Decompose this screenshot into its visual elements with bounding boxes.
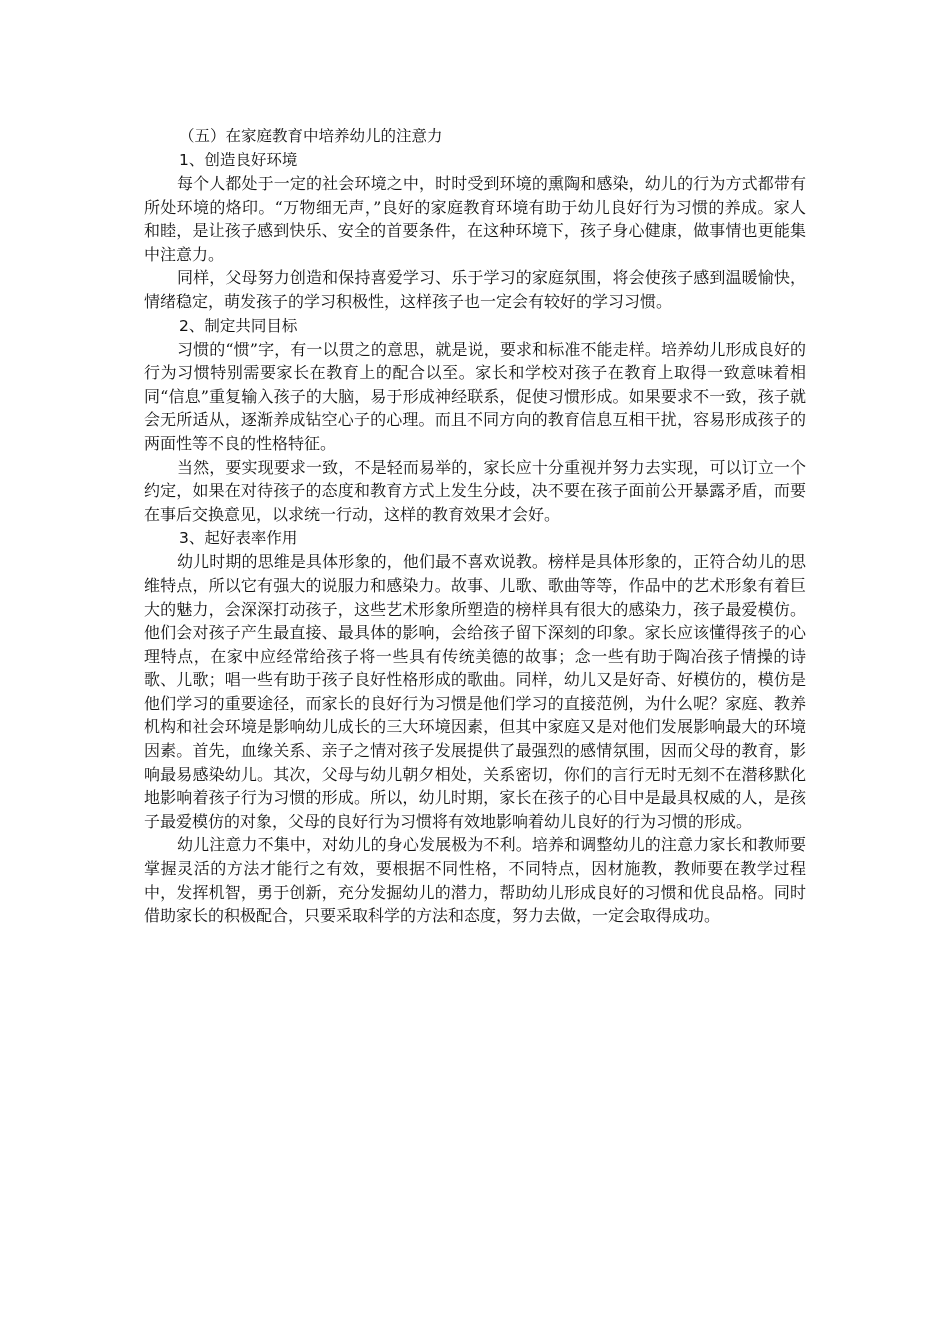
paragraph-common-goal-2: 当然，要实现要求一致，不是轻而易举的，家长应十分重视并努力去实现，可以订立一个约定，如果在对待孩子的态度和教育方式上发生分歧，决不要在孩子面前公开暴露矛盾，而要在事后交换意见，以求统一行动，这样的教育效果才会好。	[144, 457, 806, 524]
document-page	[144, 124, 806, 928]
subsection-title-common-goal: 2、制定共同目标	[179, 316, 298, 335]
paragraph-role-model: 幼儿时期的思维是具体形象的，他们最不喜欢说教。榜样是具体形象的，正符合幼儿的思维特点，所以它有强大的说服力和感染力。故事、儿歌、歌曲等等，作品中的艺术形象有着巨大的魅力，会深深打动孩子，这些艺术形象所塑造的榜样具有很大的感染力，孩子最爱模仿。他们会对孩子产生最直接、最具体的影响，会给孩子留下深刻的印象。家长应该懂得孩子的心理特点，在家中应经常给孩子将一些具有传统美德的故事；念一些有助于陶冶孩子情操的诗歌、儿歌；唱一些有助于孩子良好性格形成的歌曲。同样，幼儿又是好奇、好模仿的，模仿是他们学习的重要途径，而家长的良好行为习惯是他们学习的直接范例，为什么呢？家庭、教养机构和社会环境是影响幼儿成长的三大环境因素，但其中家庭又是对他们发展影响最大的环境因素。首先，血缘关系、亲子之情对孩子发展提供了最强烈的感情氛围，因而父母的教育，影响最易感染幼儿。其次，父母与幼儿朝夕相处，关系密切，你们的言行无时无刻不在潜移默化地影响着孩子行为习惯的形成。所以，幼儿时期，家长在孩子的心目中是最具权威的人，是孩子最爱模仿的对象，父母的良好行为习惯将有效地影响着幼儿良好的行为习惯的形成。	[144, 552, 806, 831]
paragraph-common-goal-1: 习惯的“惯”字，有一以贯之的意思，就是说，要求和标准不能走样。培养幼儿形成良好的行为习惯特别需要家长在教育上的配合以至。家长和学校对孩子在教育上取得一致意味着相同“信息”重复输入孩子的大脑，易于形成神经联系，促使习惯形成。如果要求不一致，孩子就会无所适从，逐渐养成钻空心子的心理。而且不同方向的教育信息互相干扰，容易形成孩子的两面性等不良的性格特征。	[144, 339, 806, 453]
paragraph-environment-1: 每个人都处于一定的社会环境之中，时时受到环境的熏陶和感染，幼儿的行为方式都带有所处环境的烙印。“万物细无声，”良好的家庭教育环境有助于幼儿良好行为习惯的养成。家人和睦，是让孩子感到快乐、安全的首要条件，在这种环境下，孩子身心健康，做事情也更能集中注意力。	[144, 174, 806, 264]
subsection-title-environment: 1、创造良好环境	[179, 151, 298, 169]
paragraph-conclusion: 幼儿注意力不集中，对幼儿的身心发展极为不利。培养和调整幼儿的注意力家长和教师要掌握灵活的方法才能行之有效，要根据不同性格，不同特点，因材施教，教师要在教学过程中，发挥机智，勇于创新，充分发掘幼儿的潜力，帮助幼儿形成良好的习惯和优良品格。同时借助家长的积极配合，只要采取科学的方法和态度，努力去做，一定会取得成功。	[144, 835, 806, 926]
section-title: （五）在家庭教育中培养幼儿的注意力	[179, 127, 443, 145]
subsection-title-role-model: 3、起好表率作用	[179, 529, 298, 548]
paragraph-environment-2: 同样，父母努力创造和保持喜爱学习、乐于学习的家庭氛围，将会使孩子感到温暖愉快，情绪稳定，萌发孩子的学习积极性，这样孩子也一定会有较好的学习习惯。	[144, 268, 806, 311]
